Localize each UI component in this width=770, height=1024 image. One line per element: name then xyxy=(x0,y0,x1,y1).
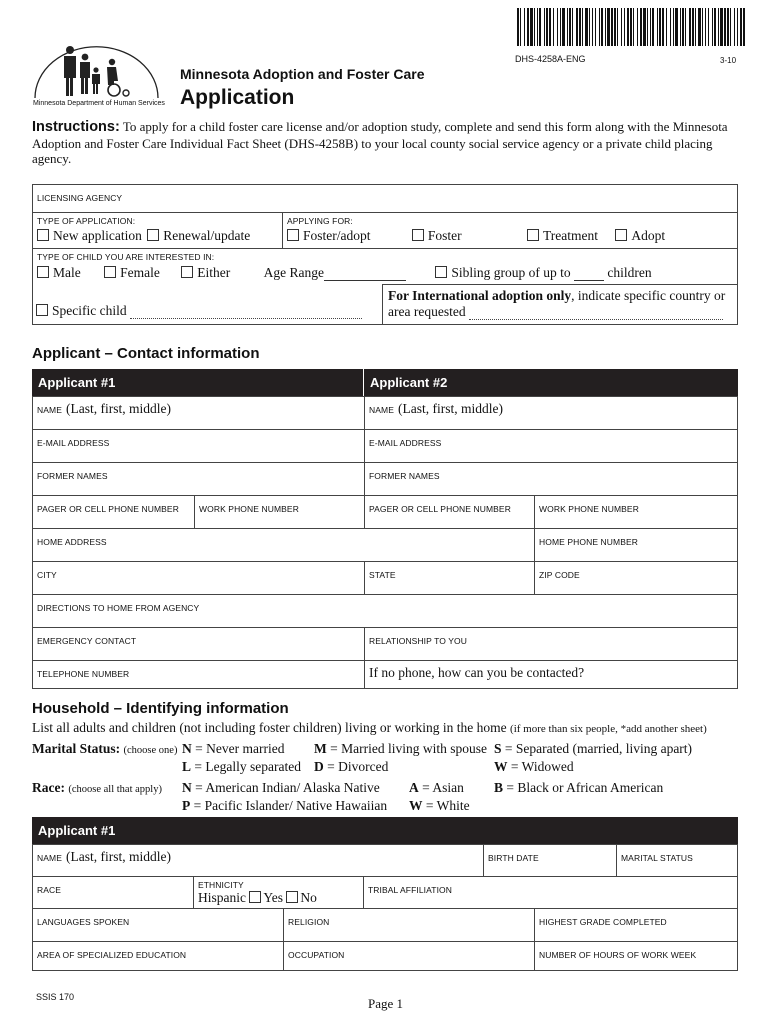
religion-field[interactable]: RELIGION xyxy=(283,908,534,941)
zip-field[interactable]: ZIP CODE xyxy=(534,561,738,594)
agency-name: Minnesota Department of Human Services xyxy=(33,100,165,107)
marital-status-field[interactable]: MARITAL STATUS xyxy=(616,844,738,876)
page-number: Page 1 xyxy=(368,996,404,1011)
specific-child-checkbox[interactable]: Specific child xyxy=(36,303,127,318)
adopt-checkbox[interactable]: Adopt xyxy=(615,228,665,243)
relationship-field[interactable]: RELATIONSHIP TO YOU xyxy=(364,627,738,660)
child-type-label: TYPE OF CHILD YOU ARE INTERESTED IN: xyxy=(37,252,215,262)
no-phone-field[interactable]: If no phone, how can you be contacted? xyxy=(364,660,738,689)
race-field[interactable]: RACE xyxy=(32,876,193,908)
specialized-education-field[interactable]: AREA OF SPECIALIZED EDUCATION xyxy=(32,941,283,971)
occupation-field[interactable]: OCCUPATION xyxy=(283,941,534,971)
applicant2-work-phone-field[interactable]: WORK PHONE NUMBER xyxy=(534,495,738,528)
foster-adopt-checkbox[interactable]: Foster/adopt xyxy=(287,228,371,243)
applicant2-header: Applicant #2 xyxy=(364,369,738,396)
hispanic-no-checkbox[interactable]: No xyxy=(286,890,317,905)
form-title: Application xyxy=(180,86,295,109)
female-checkbox[interactable]: Female xyxy=(104,265,160,280)
application-type-field xyxy=(32,212,282,248)
form-code: DHS-4258A-ENG xyxy=(515,54,586,64)
birth-date-field[interactable]: BIRTH DATE xyxy=(483,844,616,876)
application-type-label: TYPE OF APPLICATION: xyxy=(37,216,136,226)
licensing-agency-label: LICENSING AGENCY xyxy=(37,193,123,203)
licensing-agency-field[interactable] xyxy=(32,184,738,212)
instructions xyxy=(32,119,737,167)
household-applicant1-header: Applicant #1 xyxy=(32,817,738,844)
footer-code: SSIS 170 xyxy=(36,992,75,1002)
international-text: , indicate specific country or xyxy=(571,288,726,303)
applicant1-header: Applicant #1 xyxy=(32,369,363,396)
applicant1-email-field[interactable]: E-MAIL ADDRESS xyxy=(32,429,364,462)
applicant2-cell-phone-field[interactable]: PAGER OR CELL PHONE NUMBER xyxy=(364,495,534,528)
foster-checkbox[interactable]: Foster xyxy=(412,228,462,243)
agency-logo xyxy=(30,40,165,112)
contact-table xyxy=(32,396,738,689)
sibling-group-checkbox[interactable]: Sibling group of up to children xyxy=(435,265,651,280)
household-name-field[interactable]: NAME (Last, first, middle) xyxy=(32,844,483,876)
applicant1-work-phone-field[interactable]: WORK PHONE NUMBER xyxy=(194,495,364,528)
applying-for-label: APPLYING FOR: xyxy=(287,216,353,226)
instructions-label: Instructions: xyxy=(32,119,120,135)
state-field[interactable]: STATE xyxy=(364,561,534,594)
male-checkbox[interactable]: Male xyxy=(37,265,81,280)
applicant2-former-names-field[interactable]: FORMER NAMES xyxy=(364,462,738,495)
form-subtitle: Minnesota Adoption and Foster Care xyxy=(180,66,425,82)
city-field[interactable]: CITY xyxy=(32,561,364,594)
home-phone-field[interactable]: HOME PHONE NUMBER xyxy=(534,528,738,561)
renewal-checkbox[interactable]: Renewal/update xyxy=(147,228,250,243)
applicant1-cell-phone-field[interactable]: PAGER OR CELL PHONE NUMBER xyxy=(32,495,194,528)
applying-for-field xyxy=(282,212,738,248)
household-section-title: Household – Identifying information xyxy=(32,700,289,717)
household-list-instructions: List all adults and children (not including foster children) living or working in the home (if more than six people, *add another sheet) xyxy=(32,720,707,735)
area-requested-line[interactable] xyxy=(469,319,723,320)
age-range-field[interactable]: Age Range xyxy=(264,265,406,280)
tribal-affiliation-field[interactable]: TRIBAL AFFILIATION xyxy=(363,876,738,908)
instructions-text: To apply for a child foster care license and/or adoption study, complete and send this form along with the Minnesota Adoption and Foster Care Individual Fact Sheet (DHS-4258B) to your local county social service agency or a private child placing agency. xyxy=(32,119,728,166)
directions-field[interactable]: DIRECTIONS TO HOME FROM AGENCY xyxy=(32,594,738,627)
barcode xyxy=(515,8,747,46)
home-address-field[interactable]: HOME ADDRESS xyxy=(32,528,534,561)
area-requested-label: area requested xyxy=(388,304,466,319)
emergency-contact-field[interactable]: EMERGENCY CONTACT xyxy=(32,627,364,660)
new-application-checkbox[interactable]: New application xyxy=(37,228,142,243)
work-hours-field[interactable]: NUMBER OF HOURS OF WORK WEEK xyxy=(534,941,738,971)
highest-grade-field[interactable]: HIGHEST GRADE COMPLETED xyxy=(534,908,738,941)
languages-field[interactable]: LANGUAGES SPOKEN xyxy=(32,908,283,941)
international-label: For International adoption only xyxy=(388,288,572,303)
marital-legend: Marital Status: (choose one) N = Never married M = Married living with spouse S = Separated (married, living apart) L = Legally separated D = Divorced W = Widowed Race: (choose all that apply) N = American Indian/ Alaska Native A = Asian B = Black or African American P = Pacific Islander/ Native Hawaiian W = White xyxy=(32,741,693,813)
treatment-checkbox[interactable]: Treatment xyxy=(527,228,598,243)
either-checkbox[interactable]: Either xyxy=(181,265,230,280)
licensing-table xyxy=(32,184,738,325)
telephone-field[interactable]: TELEPHONE NUMBER xyxy=(32,660,364,689)
applicant2-name-field[interactable]: NAME (Last, first, middle) xyxy=(364,396,738,429)
revision: 3-10 xyxy=(720,56,737,65)
ethnicity-field: ETHNICITY Hispanic Yes No xyxy=(193,876,363,908)
specific-child-line[interactable] xyxy=(130,318,362,319)
applicant1-former-names-field[interactable]: FORMER NAMES xyxy=(32,462,364,495)
contact-section-title: Applicant – Contact information xyxy=(32,345,260,362)
hispanic-label: Hispanic xyxy=(198,890,246,905)
hispanic-yes-checkbox[interactable]: Yes xyxy=(249,890,283,905)
applicant1-name-field[interactable]: NAME (Last, first, middle) xyxy=(32,396,364,429)
household-table xyxy=(32,844,738,971)
applicant2-email-field[interactable]: E-MAIL ADDRESS xyxy=(364,429,738,462)
